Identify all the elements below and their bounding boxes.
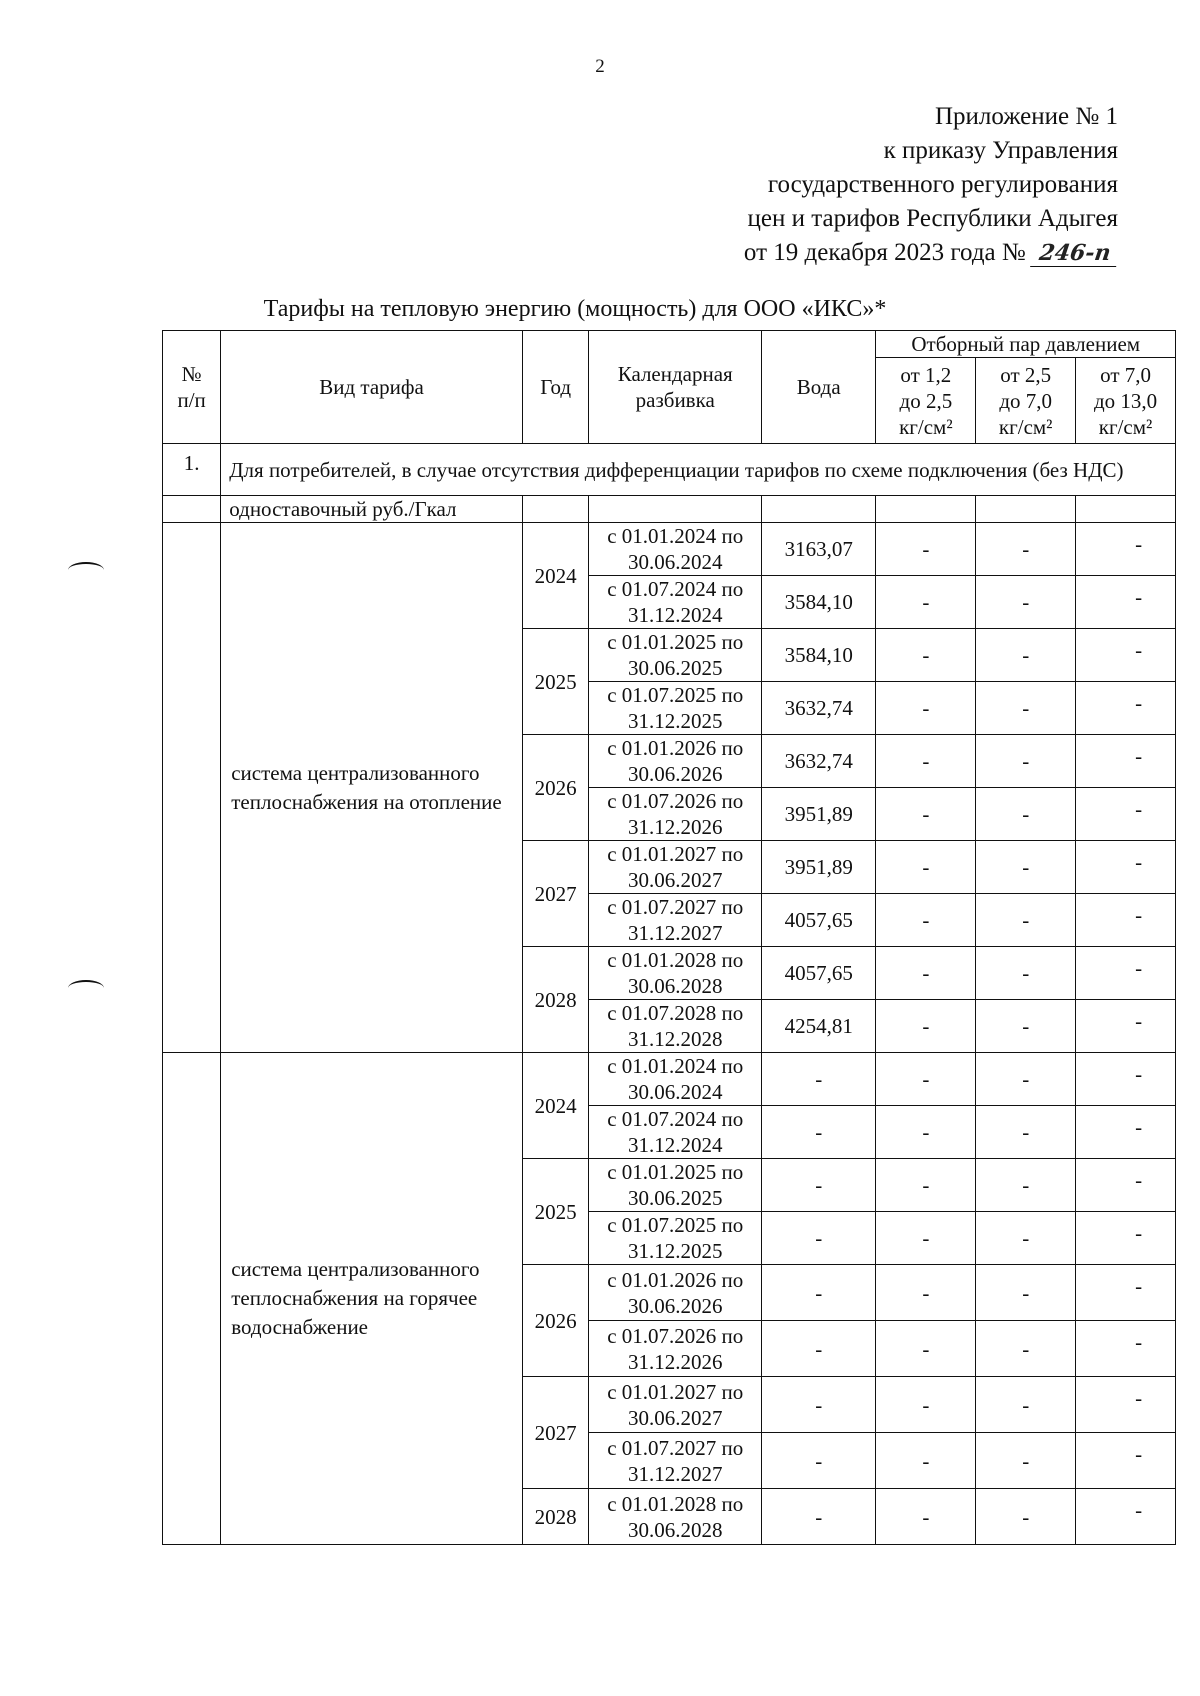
steam-2-cell: - [976,1321,1076,1377]
period-cell: с 01.07.2024 по 31.12.2024 [589,576,762,629]
steam-3-cell: - [1076,1489,1176,1545]
steam-3-cell: - [1076,894,1176,947]
header-steam-3: от 7,0 до 13,0 кг/см² [1076,358,1176,444]
year-cell: 2026 [522,735,589,841]
appendix-line: цен и тарифов Республики Адыгея [747,205,1118,232]
steam-1-cell: - [876,894,976,947]
steam-3-cell: - [1076,682,1176,735]
period-cell: с 01.07.2026 по 31.12.2026 [589,788,762,841]
appendix-line: Приложение № 1 [934,103,1118,130]
steam-3-cell: - [1076,788,1176,841]
steam-3-cell: - [1076,1433,1176,1489]
section-number: 1. [163,444,221,496]
empty-cell [522,496,589,523]
empty-cell [876,496,976,523]
year-cell: 2026 [522,1265,589,1377]
header-year: Год [522,331,589,444]
order-number-handwritten: 246-п [1030,240,1120,267]
period-cell: с 01.01.2027 по 30.06.2027 [589,1377,762,1433]
year-cell: 2024 [522,523,589,629]
water-cell: 3632,74 [762,735,876,788]
water-cell: 3951,89 [762,841,876,894]
appendix-block [744,100,1118,270]
steam-3-cell: - [1076,1377,1176,1433]
header-water: Вода [762,331,876,444]
steam-3-cell: - [1076,629,1176,682]
year-cell: 2028 [522,947,589,1053]
steam-2-cell: - [976,576,1076,629]
steam-1-cell: - [876,1212,976,1265]
steam-3-cell: - [1076,1159,1176,1212]
steam-1-cell: - [876,523,976,576]
water-cell: 3951,89 [762,788,876,841]
appendix-date-line [744,236,1118,270]
header-steam-group: Отборный пар давлением [876,331,1176,358]
document-title: Тарифы на тепловую энергию (мощность) для ООО «ИКС»* [263,296,887,322]
empty-cell [1076,496,1176,523]
water-cell: 3632,74 [762,682,876,735]
steam-2-cell: - [976,1265,1076,1321]
steam-3-cell: - [1076,1212,1176,1265]
period-cell: с 01.07.2027 по 31.12.2027 [589,1433,762,1489]
page-number: 2 [595,56,605,77]
steam-1-cell: - [876,1159,976,1212]
water-cell: - [762,1489,876,1545]
water-cell: 4057,65 [762,894,876,947]
steam-1-cell: - [876,576,976,629]
year-cell: 2027 [522,1377,589,1489]
steam-1-cell: - [876,1377,976,1433]
empty-cell [163,496,221,523]
water-cell: - [762,1265,876,1321]
steam-3-cell: - [1076,1053,1176,1106]
tariff-group-name: система централизованного теплоснабжения на отопление [221,523,523,1053]
punch-hole-mark [68,980,104,996]
steam-3-cell: - [1076,1265,1176,1321]
empty-cell [589,496,762,523]
header-calendar: Календарная разбивка [589,331,762,444]
steam-1-cell: - [876,1000,976,1053]
tariff-row [163,1053,1176,1106]
steam-1-cell: - [876,788,976,841]
period-cell: с 01.01.2027 по 30.06.2027 [589,841,762,894]
period-cell: с 01.01.2026 по 30.06.2026 [589,735,762,788]
period-cell: с 01.07.2027 по 31.12.2027 [589,894,762,947]
water-cell: - [762,1053,876,1106]
steam-1-cell: - [876,1053,976,1106]
period-cell: с 01.07.2026 по 31.12.2026 [589,1321,762,1377]
period-cell: с 01.07.2024 по 31.12.2024 [589,1106,762,1159]
steam-2-cell: - [976,1053,1076,1106]
water-cell: - [762,1159,876,1212]
water-cell: - [762,1377,876,1433]
steam-2-cell: - [976,735,1076,788]
steam-1-cell: - [876,1489,976,1545]
steam-2-cell: - [976,894,1076,947]
water-cell: 3163,07 [762,523,876,576]
period-cell: с 01.01.2025 по 30.06.2025 [589,1159,762,1212]
steam-1-cell: - [876,629,976,682]
steam-2-cell: - [976,1106,1076,1159]
steam-2-cell: - [976,1433,1076,1489]
tariff-table-body [163,331,1176,1545]
water-cell: - [762,1433,876,1489]
tariff-row [163,523,1176,576]
empty-num-cell [163,523,221,1053]
punch-hole-mark [68,562,104,578]
empty-cell [976,496,1076,523]
steam-2-cell: - [976,841,1076,894]
period-cell: с 01.01.2026 по 30.06.2026 [589,1265,762,1321]
section-title: Для потребителей, в случае отсутствия дифференциации тарифов по схеме подключения (без НДС) [221,444,1176,496]
steam-3-cell: - [1076,947,1176,1000]
year-cell: 2028 [522,1489,589,1545]
header-kind: Вид тарифа [221,331,523,444]
steam-1-cell: - [876,735,976,788]
steam-2-cell: - [976,1159,1076,1212]
steam-3-cell: - [1076,1106,1176,1159]
year-cell: 2024 [522,1053,589,1159]
period-cell: с 01.01.2028 по 30.06.2028 [589,947,762,1000]
steam-2-cell: - [976,629,1076,682]
steam-3-cell: - [1076,841,1176,894]
water-cell: 4254,81 [762,1000,876,1053]
steam-2-cell: - [976,1212,1076,1265]
period-cell: с 01.01.2028 по 30.06.2028 [589,1489,762,1545]
tariff-table [162,330,1176,1545]
water-cell: 3584,10 [762,629,876,682]
rate-type: одноставочный руб./Гкал [221,496,523,523]
rate-type-row [163,496,1176,523]
steam-2-cell: - [976,1377,1076,1433]
header-steam-1: от 1,2 до 2,5 кг/см² [876,358,976,444]
steam-1-cell: - [876,1321,976,1377]
steam-1-cell: - [876,682,976,735]
steam-3-cell: - [1076,1000,1176,1053]
year-cell: 2025 [522,629,589,735]
period-cell: с 01.01.2024 по 30.06.2024 [589,1053,762,1106]
tariff-group-name: система централизованного теплоснабжения на горячее водоснабжение [221,1053,523,1545]
year-cell: 2025 [522,1159,589,1265]
steam-3-cell: - [1076,735,1176,788]
water-cell: - [762,1321,876,1377]
steam-2-cell: - [976,1000,1076,1053]
steam-2-cell: - [976,788,1076,841]
period-cell: с 01.01.2024 по 30.06.2024 [589,523,762,576]
period-cell: с 01.07.2028 по 31.12.2028 [589,1000,762,1053]
steam-3-cell: - [1076,1321,1176,1377]
steam-1-cell: - [876,1106,976,1159]
steam-1-cell: - [876,1433,976,1489]
header-num: № п/п [163,331,221,444]
empty-num-cell [163,1053,221,1545]
steam-3-cell: - [1076,523,1176,576]
steam-2-cell: - [976,1489,1076,1545]
header-row [163,331,1176,358]
header-steam-2: от 2,5 до 7,0 кг/см² [976,358,1076,444]
year-cell: 2027 [522,841,589,947]
appendix-line: государственного регулирования [767,171,1118,198]
steam-1-cell: - [876,841,976,894]
steam-1-cell: - [876,947,976,1000]
water-cell: 4057,65 [762,947,876,1000]
water-cell: - [762,1212,876,1265]
appendix-line: к приказу Управления [883,137,1118,164]
steam-2-cell: - [976,947,1076,1000]
period-cell: с 01.07.2025 по 31.12.2025 [589,1212,762,1265]
steam-2-cell: - [976,523,1076,576]
period-cell: с 01.01.2025 по 30.06.2025 [589,629,762,682]
period-cell: с 01.07.2025 по 31.12.2025 [589,682,762,735]
water-cell: 3584,10 [762,576,876,629]
appendix-date: от 19 декабря 2023 года № [743,239,1026,266]
steam-3-cell: - [1076,576,1176,629]
steam-1-cell: - [876,1265,976,1321]
empty-cell [762,496,876,523]
section-row [163,444,1176,496]
water-cell: - [762,1106,876,1159]
steam-2-cell: - [976,682,1076,735]
